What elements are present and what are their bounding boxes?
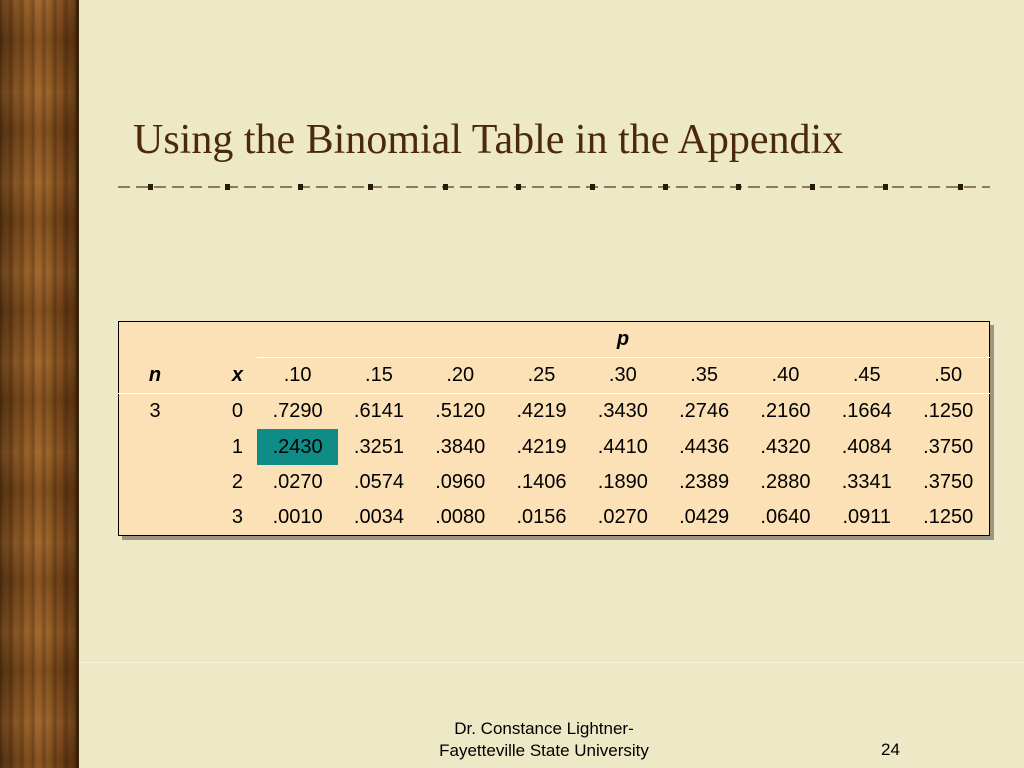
table-cell: .1250 [923,400,974,423]
table-cell: .7290 [272,400,323,423]
table-cell: .0640 [760,505,811,528]
table-cell: .1250 [923,505,974,528]
table-cell: .0156 [516,505,567,528]
table-cell: .0010 [272,505,323,528]
table-row [119,429,990,464]
x-value-cell: 2 [231,470,243,493]
table-cell: .0960 [435,470,486,493]
table-cell: .0034 [353,505,404,528]
table-p-header-row [119,322,990,358]
table-cell: .1664 [841,400,892,423]
table-corner-cell [191,322,257,358]
p-value-header: .20 [420,358,501,394]
n-value-cell [119,500,192,536]
table-row [119,465,990,500]
table-cell: .2880 [760,470,811,493]
table-cell: .4410 [597,435,648,458]
table-cell: .0574 [353,470,404,493]
p-value-header: .30 [582,358,663,394]
table-cell: .3840 [435,435,486,458]
p-value-header: .35 [663,358,744,394]
p-value-header: .50 [907,358,989,394]
x-value-cell: 1 [231,435,243,458]
footer-institution: Fayetteville State University [439,741,649,760]
wood-panel [0,0,76,768]
table-cell: .2160 [760,400,811,423]
table-cell: .3750 [923,470,974,493]
table-cell: .4436 [679,435,730,458]
title-divider [118,184,990,187]
table-cell: .0270 [597,505,648,528]
table-cell: .2746 [679,400,730,423]
p-value-header: .10 [257,358,338,394]
p-value-header: .25 [501,358,582,394]
table-cell: .3430 [597,400,648,423]
p-header: p [257,322,990,358]
x-header: x [191,358,257,394]
table-cell: .3750 [923,435,974,458]
slide-footer [404,718,684,762]
table-row [119,394,990,430]
slide-title: Using the Binomial Table in the Appendix [133,117,844,163]
table-corner-cell [119,322,192,358]
table-cell: .3341 [841,470,892,493]
table-cell: .1890 [597,470,648,493]
n-value-cell: 3 [149,400,161,423]
table-cell: .2389 [679,470,730,493]
table-row [119,500,990,536]
table-cell: .6141 [353,400,404,423]
p-value-header: .45 [826,358,907,394]
table-cell: .0429 [679,505,730,528]
p-value-header: .40 [745,358,826,394]
x-value-cell: 0 [231,400,243,423]
table-cell: .0911 [842,505,892,528]
footer-author: Dr. Constance Lightner- [454,719,634,738]
p-value-header: .15 [338,358,419,394]
table-cell: .5120 [435,400,486,423]
highlighted-cell: .2430 [257,429,338,464]
table-cell: .4219 [516,435,567,458]
footer-divider [79,662,1024,663]
binomial-table [118,321,990,536]
table-cell: .4320 [760,435,811,458]
table-cell: .4084 [841,435,892,458]
table-cell: .4219 [516,400,567,423]
table-cell: .0080 [435,505,486,528]
table-cell: .0270 [272,470,323,493]
n-value-cell [119,429,192,464]
n-header: n [119,358,192,394]
x-value-cell: 3 [231,505,243,528]
wood-panel-edge [76,0,79,768]
page-number: 24 [881,740,900,759]
table-header-row [119,358,990,394]
table-cell: .3251 [353,435,404,458]
table-cell: .1406 [516,470,567,493]
n-value-cell [119,465,192,500]
